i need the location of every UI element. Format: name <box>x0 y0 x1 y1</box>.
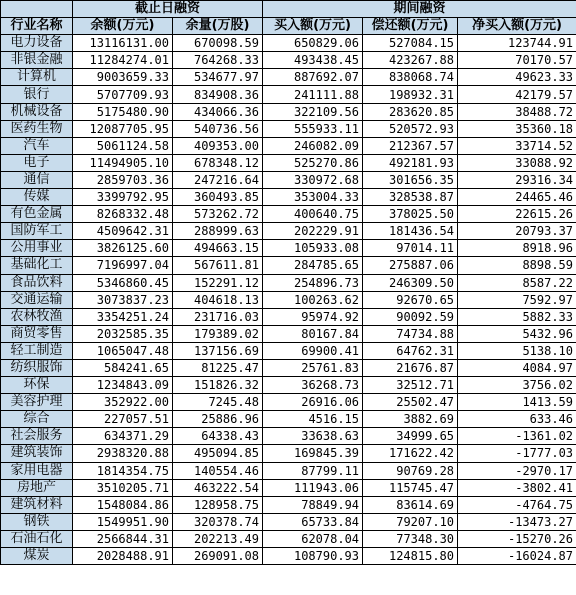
industry-name-cell: 通信 <box>1 171 73 188</box>
volume-cell: 534677.97 <box>173 69 263 86</box>
table-row <box>1 189 576 206</box>
net-buy-cell: 49623.33 <box>458 69 576 86</box>
net-buy-cell: 42179.57 <box>458 86 576 103</box>
volume-cell: 764268.33 <box>173 52 263 69</box>
net-buy-cell: 33714.52 <box>458 137 576 154</box>
balance-cell: 1234843.09 <box>73 377 173 394</box>
buy-amount-cell: 33638.63 <box>263 428 363 445</box>
column-header-repay: 偿还额(万元) <box>363 18 458 35</box>
repay-amount-cell: 275887.06 <box>363 257 458 274</box>
repay-amount-cell: 64762.31 <box>363 342 458 359</box>
buy-amount-cell: 100263.62 <box>263 291 363 308</box>
volume-cell: 140554.46 <box>173 462 263 479</box>
volume-cell: 179389.02 <box>173 325 263 342</box>
balance-cell: 5346860.45 <box>73 274 173 291</box>
balance-cell: 5707709.93 <box>73 86 173 103</box>
group-header-closing: 截止日融资 <box>73 1 263 18</box>
buy-amount-cell: 78849.94 <box>263 496 363 513</box>
table-row <box>1 223 576 240</box>
buy-amount-cell: 246082.09 <box>263 137 363 154</box>
industry-name-cell: 基础化工 <box>1 257 73 274</box>
net-buy-cell: 123744.91 <box>458 35 576 52</box>
volume-cell: 64338.43 <box>173 428 263 445</box>
net-buy-cell: 33088.92 <box>458 154 576 171</box>
table-row <box>1 291 576 308</box>
industry-name-cell: 银行 <box>1 86 73 103</box>
balance-cell: 3826125.60 <box>73 240 173 257</box>
balance-cell: 5061124.58 <box>73 137 173 154</box>
industry-name-cell: 钢铁 <box>1 513 73 530</box>
table-row <box>1 342 576 359</box>
buy-amount-cell: 108790.93 <box>263 548 363 565</box>
buy-amount-cell: 650829.06 <box>263 35 363 52</box>
industry-name-cell: 国防军工 <box>1 223 73 240</box>
table-row <box>1 171 576 188</box>
industry-name-cell: 食品饮料 <box>1 274 73 291</box>
volume-cell: 360493.85 <box>173 189 263 206</box>
industry-name-cell: 综合 <box>1 411 73 428</box>
repay-amount-cell: 79207.10 <box>363 513 458 530</box>
net-buy-cell: 8918.96 <box>458 240 576 257</box>
table-row <box>1 154 576 171</box>
industry-name-cell: 公用事业 <box>1 240 73 257</box>
balance-cell: 1814354.75 <box>73 462 173 479</box>
repay-amount-cell: 520572.93 <box>363 120 458 137</box>
repay-amount-cell: 21676.87 <box>363 359 458 376</box>
industry-name-cell: 房地产 <box>1 479 73 496</box>
repay-amount-cell: 328538.87 <box>363 189 458 206</box>
buy-amount-cell: 25761.83 <box>263 359 363 376</box>
balance-cell: 11494905.10 <box>73 154 173 171</box>
balance-cell: 2859703.36 <box>73 171 173 188</box>
volume-cell: 25886.96 <box>173 411 263 428</box>
net-buy-cell: 24465.46 <box>458 189 576 206</box>
net-buy-cell: 3756.02 <box>458 377 576 394</box>
buy-amount-cell: 202229.91 <box>263 223 363 240</box>
table-row <box>1 257 576 274</box>
table-row <box>1 496 576 513</box>
net-buy-cell: 8898.59 <box>458 257 576 274</box>
table-row <box>1 411 576 428</box>
net-buy-cell: 70170.57 <box>458 52 576 69</box>
balance-cell: 2566844.31 <box>73 530 173 547</box>
industry-name-cell: 环保 <box>1 377 73 394</box>
industry-name-cell: 美容护理 <box>1 394 73 411</box>
table-row <box>1 86 576 103</box>
repay-amount-cell: 77348.30 <box>363 530 458 547</box>
industry-name-cell: 有色金属 <box>1 206 73 223</box>
table-row <box>1 359 576 376</box>
buy-amount-cell: 284785.65 <box>263 257 363 274</box>
balance-cell: 11284274.01 <box>73 52 173 69</box>
industry-name-cell: 计算机 <box>1 69 73 86</box>
net-buy-cell: -3802.41 <box>458 479 576 496</box>
volume-cell: 409353.00 <box>173 137 263 154</box>
volume-cell: 434066.36 <box>173 103 263 120</box>
net-buy-cell: 35360.18 <box>458 120 576 137</box>
table-row <box>1 479 576 496</box>
buy-amount-cell: 493438.45 <box>263 52 363 69</box>
repay-amount-cell: 90092.59 <box>363 308 458 325</box>
repay-amount-cell: 283620.85 <box>363 103 458 120</box>
volume-cell: 269091.08 <box>173 548 263 565</box>
table-row <box>1 325 576 342</box>
net-buy-cell: 633.46 <box>458 411 576 428</box>
buy-amount-cell: 353004.33 <box>263 189 363 206</box>
industry-name-cell: 传媒 <box>1 189 73 206</box>
volume-cell: 573262.72 <box>173 206 263 223</box>
repay-amount-cell: 74734.88 <box>363 325 458 342</box>
volume-cell: 151826.32 <box>173 377 263 394</box>
table-row <box>1 120 576 137</box>
industry-name-cell: 医药生物 <box>1 120 73 137</box>
balance-cell: 8268332.48 <box>73 206 173 223</box>
industry-name-cell: 交通运输 <box>1 291 73 308</box>
table-row <box>1 462 576 479</box>
net-buy-cell: 5432.96 <box>458 325 576 342</box>
net-buy-cell: -1361.02 <box>458 428 576 445</box>
buy-amount-cell: 65733.84 <box>263 513 363 530</box>
balance-cell: 7196997.04 <box>73 257 173 274</box>
balance-cell: 1549951.90 <box>73 513 173 530</box>
table-row <box>1 530 576 547</box>
industry-name-cell: 社会服务 <box>1 428 73 445</box>
repay-amount-cell: 3882.69 <box>363 411 458 428</box>
industry-name-cell: 煤炭 <box>1 548 73 565</box>
net-buy-cell: 22615.26 <box>458 206 576 223</box>
table-row <box>1 428 576 445</box>
table-row <box>1 394 576 411</box>
balance-cell: 3354251.24 <box>73 308 173 325</box>
column-header-industry: 行业名称 <box>1 18 73 35</box>
net-buy-cell: -1777.03 <box>458 445 576 462</box>
balance-cell: 4509642.31 <box>73 223 173 240</box>
net-buy-cell: 8587.22 <box>458 274 576 291</box>
volume-cell: 495094.85 <box>173 445 263 462</box>
net-buy-cell: -13473.27 <box>458 513 576 530</box>
industry-name-cell: 纺织服饰 <box>1 359 73 376</box>
balance-cell: 2938320.88 <box>73 445 173 462</box>
repay-amount-cell: 212367.57 <box>363 137 458 154</box>
repay-amount-cell: 838068.74 <box>363 69 458 86</box>
repay-amount-cell: 124815.80 <box>363 548 458 565</box>
industry-name-cell: 石油石化 <box>1 530 73 547</box>
balance-cell: 3510205.71 <box>73 479 173 496</box>
net-buy-cell: 4084.97 <box>458 359 576 376</box>
repay-amount-cell: 83614.69 <box>363 496 458 513</box>
balance-cell: 227057.51 <box>73 411 173 428</box>
buy-amount-cell: 62078.04 <box>263 530 363 547</box>
balance-cell: 13116131.00 <box>73 35 173 52</box>
buy-amount-cell: 111943.06 <box>263 479 363 496</box>
balance-cell: 352922.00 <box>73 394 173 411</box>
column-header-balance: 余额(万元) <box>73 18 173 35</box>
industry-name-cell: 商贸零售 <box>1 325 73 342</box>
net-buy-cell: 7592.97 <box>458 291 576 308</box>
industry-name-cell: 汽车 <box>1 137 73 154</box>
balance-cell: 1065047.48 <box>73 342 173 359</box>
volume-cell: 7245.48 <box>173 394 263 411</box>
table-row <box>1 69 576 86</box>
repay-amount-cell: 378025.50 <box>363 206 458 223</box>
industry-name-cell: 轻工制造 <box>1 342 73 359</box>
repay-amount-cell: 92670.65 <box>363 291 458 308</box>
balance-cell: 3073837.23 <box>73 291 173 308</box>
net-buy-cell: -15270.26 <box>458 530 576 547</box>
volume-cell: 834908.36 <box>173 86 263 103</box>
column-header-row <box>1 18 576 35</box>
table-row <box>1 377 576 394</box>
net-buy-cell: -4764.75 <box>458 496 576 513</box>
volume-cell: 137156.69 <box>173 342 263 359</box>
net-buy-cell: 20793.37 <box>458 223 576 240</box>
repay-amount-cell: 171622.42 <box>363 445 458 462</box>
volume-cell: 320378.74 <box>173 513 263 530</box>
repay-amount-cell: 423267.88 <box>363 52 458 69</box>
repay-amount-cell: 246309.50 <box>363 274 458 291</box>
table-header <box>1 1 576 35</box>
industry-name-cell: 机械设备 <box>1 103 73 120</box>
buy-amount-cell: 26916.06 <box>263 394 363 411</box>
buy-amount-cell: 95974.92 <box>263 308 363 325</box>
repay-amount-cell: 198932.31 <box>363 86 458 103</box>
balance-cell: 12087705.95 <box>73 120 173 137</box>
industry-name-cell: 农林牧渔 <box>1 308 73 325</box>
group-header-period: 期间融资 <box>263 1 576 18</box>
industry-name-cell: 非银金融 <box>1 52 73 69</box>
balance-cell: 9003659.33 <box>73 69 173 86</box>
repay-amount-cell: 90769.28 <box>363 462 458 479</box>
volume-cell: 152291.12 <box>173 274 263 291</box>
buy-amount-cell: 525270.86 <box>263 154 363 171</box>
volume-cell: 567611.81 <box>173 257 263 274</box>
industry-name-cell: 建筑装饰 <box>1 445 73 462</box>
repay-amount-cell: 34999.65 <box>363 428 458 445</box>
volume-cell: 670098.59 <box>173 35 263 52</box>
buy-amount-cell: 36268.73 <box>263 377 363 394</box>
balance-cell: 5175480.90 <box>73 103 173 120</box>
table-row <box>1 445 576 462</box>
industry-name-cell: 建筑材料 <box>1 496 73 513</box>
table-row <box>1 513 576 530</box>
column-header-net-buy: 净买入额(万元) <box>458 18 576 35</box>
net-buy-cell: 5138.10 <box>458 342 576 359</box>
volume-cell: 81225.47 <box>173 359 263 376</box>
buy-amount-cell: 400640.75 <box>263 206 363 223</box>
balance-cell: 3399792.95 <box>73 189 173 206</box>
net-buy-cell: 5882.33 <box>458 308 576 325</box>
volume-cell: 128958.75 <box>173 496 263 513</box>
volume-cell: 231716.03 <box>173 308 263 325</box>
table-row <box>1 548 576 565</box>
table-body <box>1 35 576 565</box>
buy-amount-cell: 887692.07 <box>263 69 363 86</box>
table-row <box>1 103 576 120</box>
header-group-row <box>1 1 576 18</box>
volume-cell: 494663.15 <box>173 240 263 257</box>
repay-amount-cell: 32512.71 <box>363 377 458 394</box>
buy-amount-cell: 69900.41 <box>263 342 363 359</box>
buy-amount-cell: 241111.88 <box>263 86 363 103</box>
column-header-volume: 余量(万股) <box>173 18 263 35</box>
volume-cell: 247216.64 <box>173 171 263 188</box>
table-row <box>1 35 576 52</box>
repay-amount-cell: 25502.47 <box>363 394 458 411</box>
buy-amount-cell: 87799.11 <box>263 462 363 479</box>
table-row <box>1 137 576 154</box>
column-header-buy: 买入额(万元) <box>263 18 363 35</box>
buy-amount-cell: 254896.73 <box>263 274 363 291</box>
repay-amount-cell: 492181.93 <box>363 154 458 171</box>
balance-cell: 584241.65 <box>73 359 173 376</box>
buy-amount-cell: 555933.11 <box>263 120 363 137</box>
volume-cell: 463222.54 <box>173 479 263 496</box>
net-buy-cell: -2970.17 <box>458 462 576 479</box>
repay-amount-cell: 527084.15 <box>363 35 458 52</box>
buy-amount-cell: 80167.84 <box>263 325 363 342</box>
balance-cell: 2028488.91 <box>73 548 173 565</box>
net-buy-cell: 1413.59 <box>458 394 576 411</box>
net-buy-cell: 38488.72 <box>458 103 576 120</box>
net-buy-cell: 29316.34 <box>458 171 576 188</box>
repay-amount-cell: 97014.11 <box>363 240 458 257</box>
header-blank-cell <box>1 1 73 18</box>
balance-cell: 1548084.86 <box>73 496 173 513</box>
volume-cell: 404618.13 <box>173 291 263 308</box>
repay-amount-cell: 181436.54 <box>363 223 458 240</box>
volume-cell: 540736.56 <box>173 120 263 137</box>
balance-cell: 2032585.35 <box>73 325 173 342</box>
balance-cell: 634371.29 <box>73 428 173 445</box>
net-buy-cell: -16024.87 <box>458 548 576 565</box>
volume-cell: 202213.49 <box>173 530 263 547</box>
table-row <box>1 240 576 257</box>
table-row <box>1 206 576 223</box>
repay-amount-cell: 115745.47 <box>363 479 458 496</box>
industry-name-cell: 电子 <box>1 154 73 171</box>
buy-amount-cell: 330972.68 <box>263 171 363 188</box>
table-row <box>1 52 576 69</box>
buy-amount-cell: 322109.56 <box>263 103 363 120</box>
buy-amount-cell: 105933.08 <box>263 240 363 257</box>
industry-name-cell: 电力设备 <box>1 35 73 52</box>
table-row <box>1 308 576 325</box>
buy-amount-cell: 4516.15 <box>263 411 363 428</box>
repay-amount-cell: 301656.35 <box>363 171 458 188</box>
buy-amount-cell: 169845.39 <box>263 445 363 462</box>
table-row <box>1 274 576 291</box>
industry-name-cell: 家用电器 <box>1 462 73 479</box>
volume-cell: 288999.63 <box>173 223 263 240</box>
volume-cell: 678348.12 <box>173 154 263 171</box>
